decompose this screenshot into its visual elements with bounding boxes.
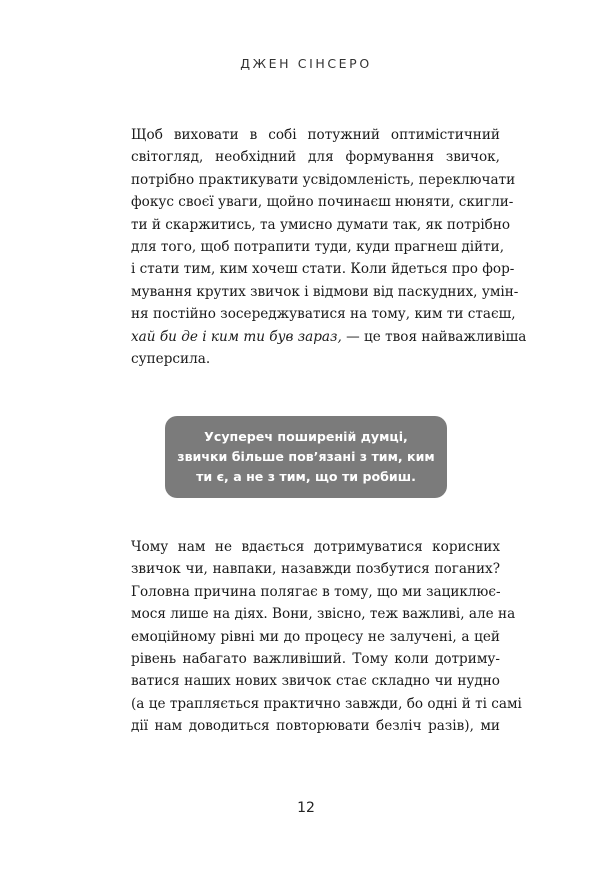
text-line: ватися наших нових звичок стає складно чи нудно xyxy=(131,673,500,690)
body-paragraph-1 xyxy=(131,124,527,370)
italic-phrase: хай би де і ким ти був зараз, xyxy=(131,328,342,345)
text-line: мося лише на діях. Вони, звісно, теж важливі, але на xyxy=(131,606,516,623)
text-line: світогляд, необхідний для формування звичок, xyxy=(131,149,500,166)
callout-line: Усупереч поширеній думці, xyxy=(204,429,408,444)
text-line: потрібно практикувати усвідомленість, переключати xyxy=(131,171,516,188)
text-line: (а це трапляється практично завжди, бо одні й ті самі xyxy=(131,695,522,712)
text-line: ня постійно зосереджуватися на тому, ким ти стаєш, xyxy=(131,306,516,323)
text-line: суперсила. xyxy=(131,350,211,367)
text-line: ти й скаржитись, та умисно думати так, як потрібно xyxy=(131,216,511,233)
running-head: ДЖЕН СІНСЕРО xyxy=(240,56,372,71)
text-line: дії нам доводиться повторювати безліч разів), ми xyxy=(131,718,500,735)
line-tail: — це твоя найважливіша xyxy=(341,328,527,345)
text-line: Щоб виховати в собі потужний оптимістичний xyxy=(131,127,500,143)
callout-line: ти є, а не з тим, що ти робиш. xyxy=(196,469,416,484)
text-line: звичок чи, навпаки, назавжди позбутися поганих? xyxy=(131,561,500,578)
text-line: рівень набагато важливіший. Тому коли дотриму- xyxy=(131,650,500,667)
text-line: фокус своєї уваги, щойно починаєш нюняти, скигли- xyxy=(131,194,514,211)
pull-quote-callout xyxy=(165,416,447,498)
text-line: мування крутих звичок і відмови від паскудних, умін- xyxy=(131,283,519,300)
text-line-italic xyxy=(131,326,527,348)
text-line: Чому нам не вдається дотримуватися корисних xyxy=(131,539,500,555)
page-number: 12 xyxy=(297,800,315,816)
text-line: емоційному рівні ми до процесу не залучені, а цей xyxy=(131,628,500,645)
callout-line: звички більше пов’язані з тим, ким xyxy=(177,449,435,464)
text-line: для того, щоб потрапити туди, куди прагнеш дійти, xyxy=(131,238,505,255)
text-line: Головна причина полягає в тому, що ми зациклює- xyxy=(131,583,501,600)
body-paragraph-2 xyxy=(131,536,522,738)
text-line: і стати тим, ким хочеш стати. Коли йдеться про фор- xyxy=(131,261,515,278)
